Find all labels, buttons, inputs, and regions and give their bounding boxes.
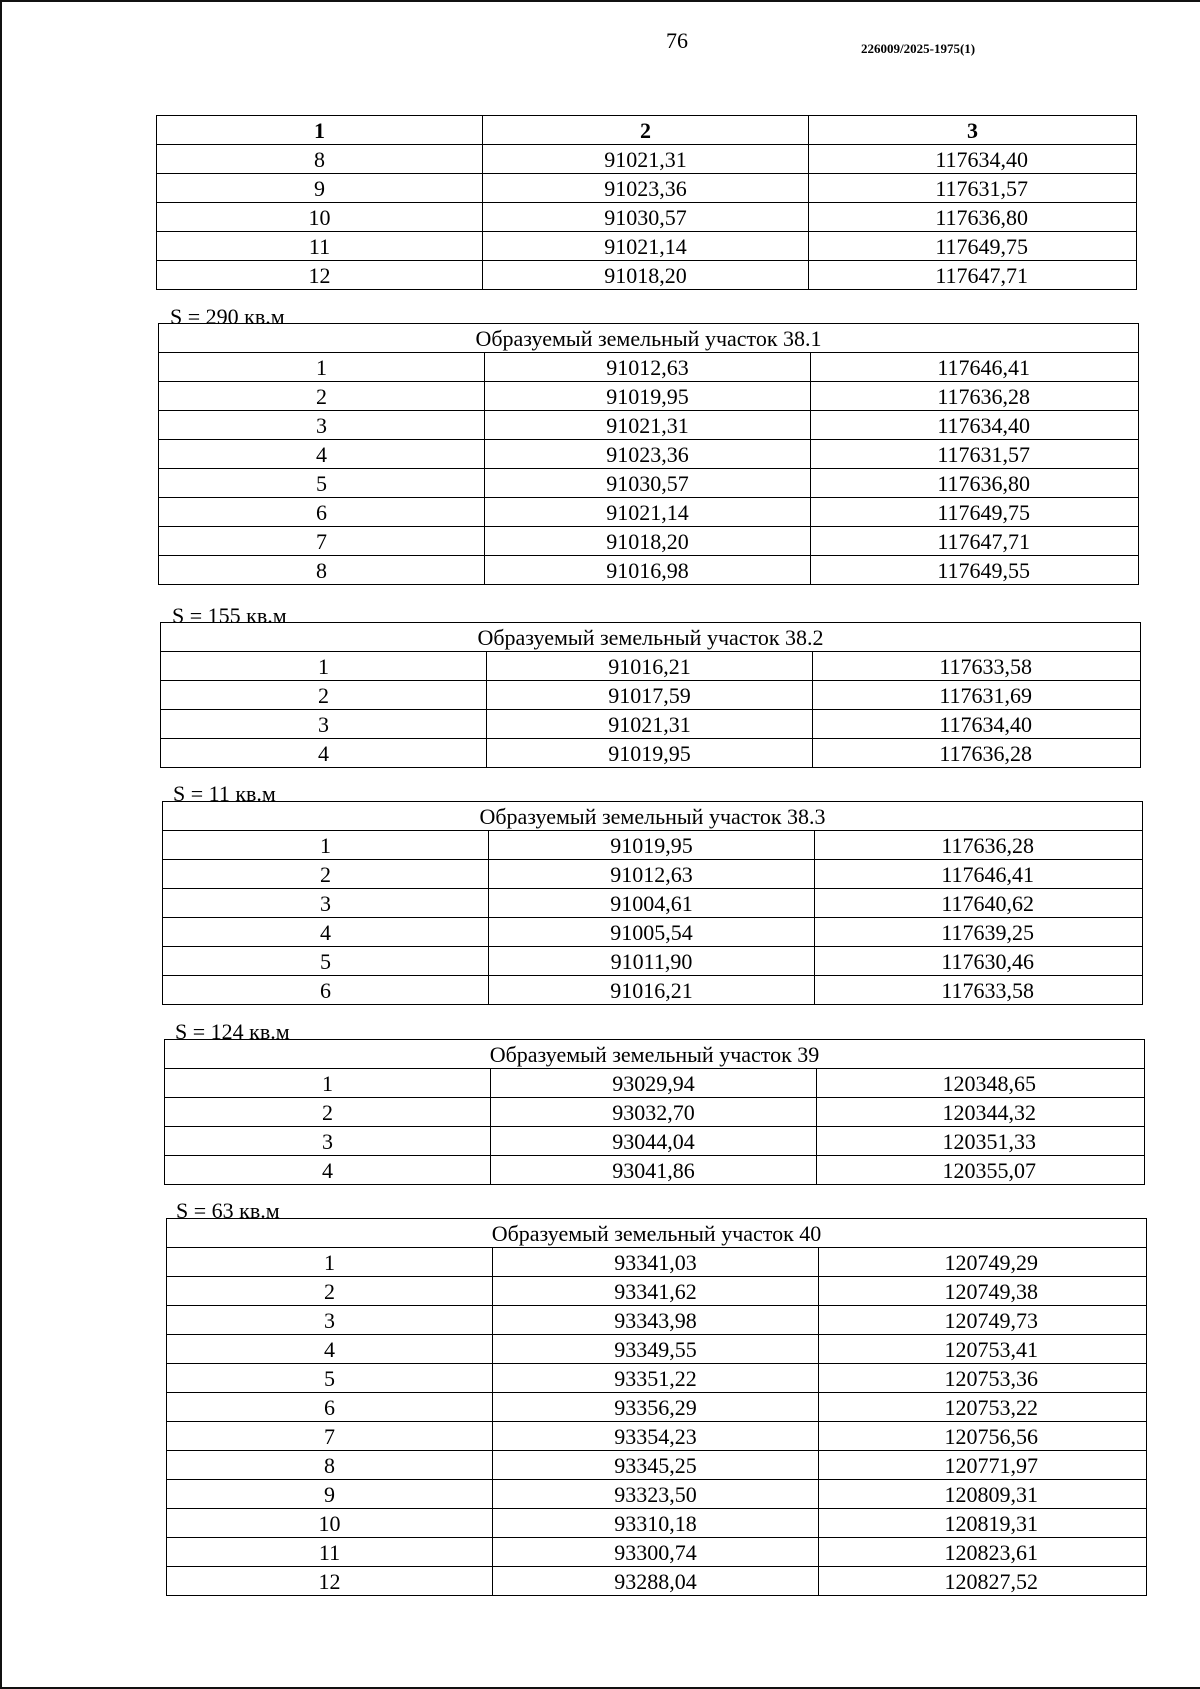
table-row [165,1098,1145,1127]
table-row [159,469,1139,498]
point-number: 5 [159,469,485,498]
table-row [167,1277,1147,1306]
parcel-title-row [159,324,1139,353]
table-row [163,889,1143,918]
point-number: 10 [167,1509,493,1538]
table-row [159,353,1139,382]
point-number: 11 [157,232,483,261]
point-number: 1 [161,652,487,681]
y-coordinate: 120753,36 [819,1364,1147,1393]
y-coordinate: 117631,57 [811,440,1139,469]
parcel-title: Образуемый земельный участок 38.3 [163,802,1143,831]
scan-edge-top [0,0,1200,2]
table-row [163,976,1143,1005]
x-coordinate: 93343,98 [493,1306,819,1335]
y-coordinate: 117640,62 [815,889,1143,918]
point-number: 6 [167,1393,493,1422]
table-row [157,145,1137,174]
x-coordinate: 93044,04 [491,1127,817,1156]
parcel-title: Образуемый земельный участок 38.2 [161,623,1141,652]
table-row [167,1538,1147,1567]
x-coordinate: 91030,57 [485,469,811,498]
point-number: 11 [167,1538,493,1567]
y-coordinate: 117634,40 [809,145,1137,174]
y-coordinate: 117639,25 [815,918,1143,947]
x-coordinate: 93345,25 [493,1451,819,1480]
table-row [161,681,1141,710]
y-coordinate: 117636,28 [811,382,1139,411]
y-coordinate: 117646,41 [815,860,1143,889]
table-row [161,710,1141,739]
y-coordinate: 120753,41 [819,1335,1147,1364]
point-number: 2 [165,1098,491,1127]
point-number: 3 [159,411,485,440]
x-coordinate: 93349,55 [493,1335,819,1364]
y-coordinate: 120756,56 [819,1422,1147,1451]
parcel-table-40 [166,1218,1147,1596]
table-row [167,1335,1147,1364]
parcel-title: Образуемый земельный участок 38.1 [159,324,1139,353]
table-row [159,498,1139,527]
parcel-title-row [161,623,1141,652]
point-number: 2 [159,382,485,411]
y-coordinate: 120823,61 [819,1538,1147,1567]
table-row [167,1480,1147,1509]
parcel-title-row [165,1040,1145,1069]
y-coordinate: 117636,80 [809,203,1137,232]
x-coordinate: 91021,14 [485,498,811,527]
x-coordinate: 91030,57 [483,203,809,232]
x-coordinate: 91018,20 [483,261,809,290]
x-coordinate: 93310,18 [493,1509,819,1538]
page-number: 76 [666,28,688,53]
y-coordinate: 120771,97 [819,1451,1147,1480]
x-coordinate: 91019,95 [487,739,813,768]
table-row [163,831,1143,860]
point-number: 4 [167,1335,493,1364]
y-coordinate: 120351,33 [817,1127,1145,1156]
x-coordinate: 93032,70 [491,1098,817,1127]
point-number: 3 [161,710,487,739]
x-coordinate: 91016,98 [485,556,811,585]
y-coordinate: 120749,73 [819,1306,1147,1335]
point-number: 3 [165,1127,491,1156]
x-coordinate: 91016,21 [487,652,813,681]
x-coordinate: 91023,36 [485,440,811,469]
x-coordinate: 93354,23 [493,1422,819,1451]
y-coordinate: 117634,40 [813,710,1141,739]
y-coordinate: 117636,28 [815,831,1143,860]
point-number: 9 [157,174,483,203]
x-coordinate: 91019,95 [489,831,815,860]
point-number: 5 [167,1364,493,1393]
x-coordinate: 93341,62 [493,1277,819,1306]
point-number: 1 [163,831,489,860]
x-coordinate: 91019,95 [485,382,811,411]
point-number: 8 [157,145,483,174]
x-coordinate: 91023,36 [483,174,809,203]
y-coordinate: 117631,57 [809,174,1137,203]
point-number: 2 [163,860,489,889]
table-row [167,1306,1147,1335]
y-coordinate: 117630,46 [815,947,1143,976]
y-coordinate: 117647,71 [809,261,1137,290]
area-label: S = 290 кв.м [170,304,285,329]
table-row [165,1156,1145,1185]
point-number: 3 [167,1306,493,1335]
table-row [163,918,1143,947]
parcel-table-39 [164,1039,1145,1185]
y-coordinate: 117631,69 [813,681,1141,710]
x-coordinate: 93351,22 [493,1364,819,1393]
point-number: 4 [165,1156,491,1185]
y-coordinate: 117633,58 [815,976,1143,1005]
table-row [159,527,1139,556]
table-row [159,440,1139,469]
x-coordinate: 91012,63 [489,860,815,889]
x-coordinate: 91017,59 [487,681,813,710]
point-number: 2 [161,681,487,710]
table-header-row [157,116,1137,145]
y-coordinate: 120827,52 [819,1567,1147,1596]
table-row [161,739,1141,768]
y-coordinate: 117649,75 [811,498,1139,527]
area-label: S = 124 кв.м [175,1019,290,1044]
table-row [167,1248,1147,1277]
table-row [167,1393,1147,1422]
table-row [165,1127,1145,1156]
point-number: 4 [163,918,489,947]
y-coordinate: 120348,65 [817,1069,1145,1098]
x-coordinate: 91021,31 [483,145,809,174]
y-coordinate: 117646,41 [811,353,1139,382]
y-coordinate: 120749,29 [819,1248,1147,1277]
point-number: 1 [165,1069,491,1098]
x-coordinate: 91004,61 [489,889,815,918]
table-row [167,1422,1147,1451]
x-coordinate: 93029,94 [491,1069,817,1098]
y-coordinate: 117633,58 [813,652,1141,681]
x-coordinate: 93288,04 [493,1567,819,1596]
y-coordinate: 120819,31 [819,1509,1147,1538]
point-number: 2 [167,1277,493,1306]
x-coordinate: 93356,29 [493,1393,819,1422]
parcel-table-38-3 [162,801,1143,1005]
y-coordinate: 120749,38 [819,1277,1147,1306]
point-number: 12 [157,261,483,290]
parcel-title: Образуемый земельный участок 39 [165,1040,1145,1069]
table-row [159,556,1139,585]
y-coordinate: 117647,71 [811,527,1139,556]
x-coordinate: 91011,90 [489,947,815,976]
scan-edge-left [0,0,2,1689]
parcel-title-row [163,802,1143,831]
table-row [157,203,1137,232]
table-row [167,1451,1147,1480]
coordinates-table-continuation [156,115,1137,290]
y-coordinate: 120753,22 [819,1393,1147,1422]
table-row [167,1567,1147,1596]
column-header: 3 [809,116,1137,145]
point-number: 6 [159,498,485,527]
x-coordinate: 91021,31 [487,710,813,739]
point-number: 3 [163,889,489,918]
table-row [157,232,1137,261]
y-coordinate: 120809,31 [819,1480,1147,1509]
point-number: 7 [167,1422,493,1451]
y-coordinate: 120344,32 [817,1098,1145,1127]
x-coordinate: 91021,14 [483,232,809,261]
y-coordinate: 117636,28 [813,739,1141,768]
y-coordinate: 120355,07 [817,1156,1145,1185]
y-coordinate: 117636,80 [811,469,1139,498]
table-row [159,411,1139,440]
x-coordinate: 91012,63 [485,353,811,382]
table-row [163,947,1143,976]
x-coordinate: 91016,21 [489,976,815,1005]
table-row [157,174,1137,203]
area-label: S = 155 кв.м [172,603,287,628]
point-number: 8 [167,1451,493,1480]
x-coordinate: 91018,20 [485,527,811,556]
x-coordinate: 93300,74 [493,1538,819,1567]
parcel-title: Образуемый земельный участок 40 [167,1219,1147,1248]
table-row [167,1509,1147,1538]
table-row [165,1069,1145,1098]
y-coordinate: 117649,55 [811,556,1139,585]
x-coordinate: 91021,31 [485,411,811,440]
table-row [163,860,1143,889]
point-number: 7 [159,527,485,556]
point-number: 1 [159,353,485,382]
point-number: 10 [157,203,483,232]
point-number: 4 [161,739,487,768]
area-label: S = 63 кв.м [176,1198,280,1223]
point-number: 4 [159,440,485,469]
x-coordinate: 93341,03 [493,1248,819,1277]
area-label: S = 11 кв.м [173,781,276,806]
point-number: 5 [163,947,489,976]
point-number: 8 [159,556,485,585]
parcel-title-row [167,1219,1147,1248]
document-number: 226009/2025-1975(1) [861,41,976,56]
parcel-table-38-2 [160,622,1141,768]
point-number: 1 [167,1248,493,1277]
point-number: 9 [167,1480,493,1509]
table-row [161,652,1141,681]
x-coordinate: 93041,86 [491,1156,817,1185]
column-header: 1 [157,116,483,145]
x-coordinate: 93323,50 [493,1480,819,1509]
table-row [159,382,1139,411]
y-coordinate: 117649,75 [809,232,1137,261]
point-number: 12 [167,1567,493,1596]
parcel-table-38-1 [158,323,1139,585]
x-coordinate: 91005,54 [489,918,815,947]
column-header: 2 [483,116,809,145]
table-row [157,261,1137,290]
y-coordinate: 117634,40 [811,411,1139,440]
point-number: 6 [163,976,489,1005]
table-row [167,1364,1147,1393]
